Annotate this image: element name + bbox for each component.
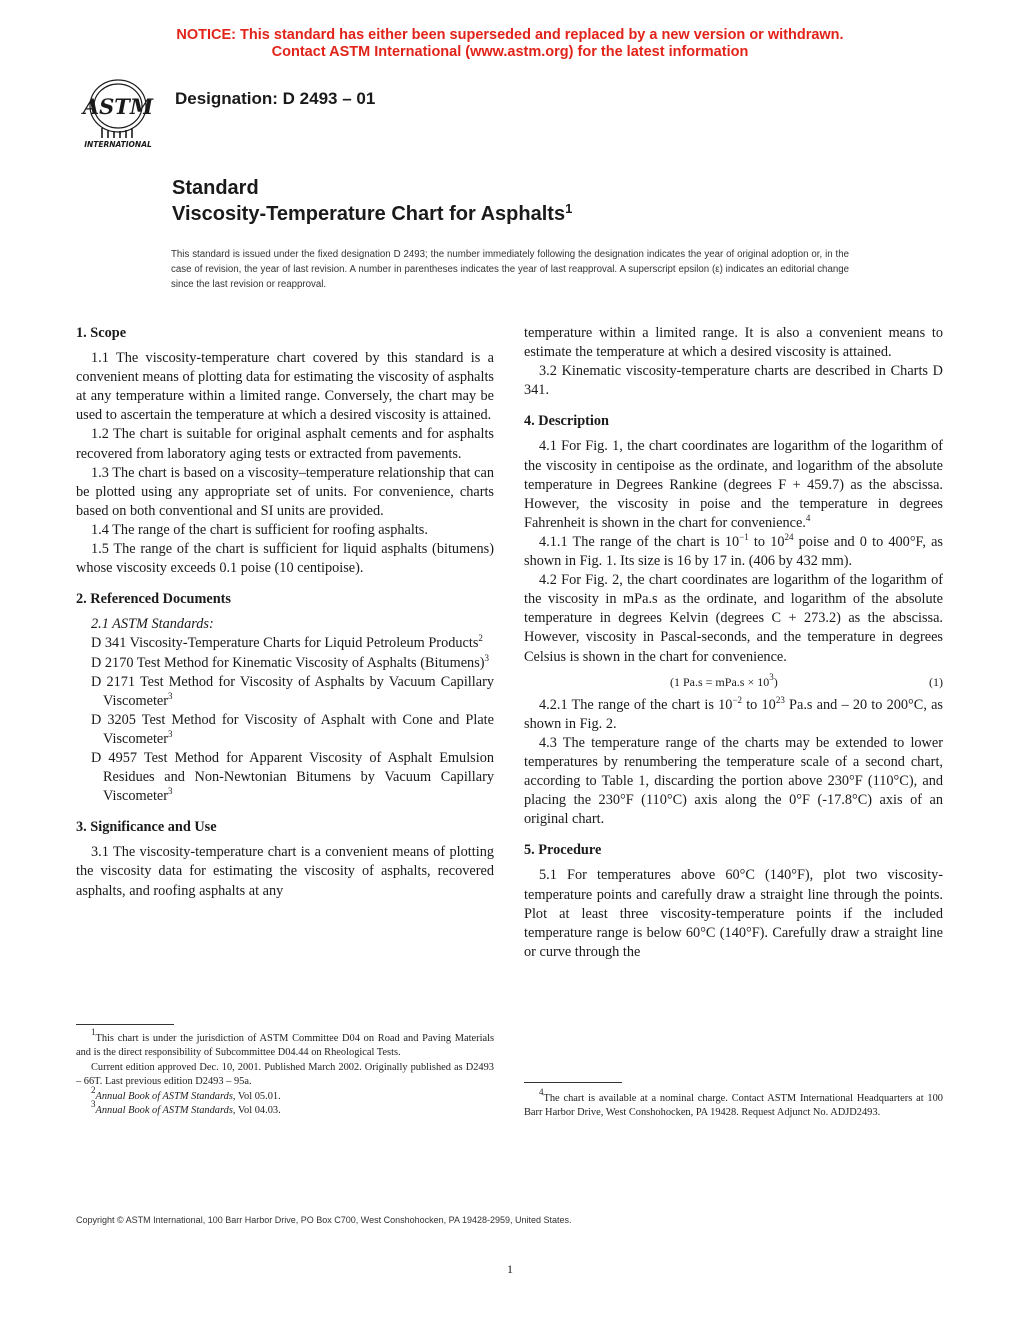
paragraph-1-1: 1.1 The viscosity-temperature chart covered by this standard is a convenient means of plotting data for estimating the viscosity of asphalts at any temperature within a limited range. Conversely, the chart may be used to ascertain the temperature at which a desired viscosity is attained. (76, 350, 494, 424)
paragraph-3-1a: 3.1 The viscosity-temperature chart is a convenient means of plotting the viscosity data for estimating the viscosity of asphalts, recovered asphalts, and roofing asphalts at any (76, 844, 494, 899)
footnote-text: The chart is available at a nominal charge. Contact ASTM International Headquarters at 100 Barr Harbor Drive, West Conshohocken, PA 19428. Request Adjunct No. ADJD2493. (524, 1093, 943, 1119)
left-column (76, 324, 494, 901)
section-heading-description: 4. Description (524, 413, 609, 430)
paragraph-3-2: 3.2 Kinematic viscosity-temperature charts are described in Charts D 341. (524, 363, 943, 399)
equation-text: (1 Pa.s = mPa.s × 10 (670, 674, 770, 689)
reference-sup: 3 (168, 786, 173, 797)
paragraph-1-2: 1.2 The chart is suitable for original asphalt cements and for asphalts recovered from laboratory aging tests or extracted from pavements. (76, 426, 494, 462)
equation-1 (524, 673, 943, 692)
footnotes-left (76, 1027, 494, 1118)
reference-text: D 2170 Test Method for Kinematic Viscosity of Asphalts (Bitumens) (91, 654, 485, 671)
reference-sup: 3 (168, 690, 173, 701)
reference-d3205 (76, 711, 494, 749)
reference-sup: 3 (168, 728, 173, 739)
right-column (524, 324, 943, 962)
footnote-text: Annual Book of ASTM Standards (95, 1090, 233, 1102)
reference-text: D 4957 Test Method for Apparent Viscosity of Asphalt Emulsion Residues and Non-Newtonian Bitumens by Vacuum Capillary Viscometer (91, 749, 494, 805)
astm-logo-icon (76, 76, 160, 150)
title-line-2 (172, 201, 572, 227)
logo-subtitle: INTERNATIONAL (84, 140, 152, 149)
title-footnote-mark: 1 (565, 201, 573, 216)
footnote-rule-right (524, 1082, 622, 1083)
paragraph-1-4: 1.4 The range of the chart is sufficient for roofing asphalts. (91, 521, 428, 538)
exponent: 23 (775, 694, 785, 705)
title-text: Viscosity-Temperature Chart for Asphalts (172, 203, 566, 225)
footnote-3 (76, 1099, 494, 1118)
reference-d341 (76, 634, 494, 653)
withdrawal-notice (0, 27, 1020, 61)
reference-text: D 3205 Test Method for Viscosity of Asphalt with Cone and Plate Viscometer (91, 711, 494, 747)
page-number: 1 (507, 1262, 513, 1276)
footnote-ref: 4 (805, 512, 811, 523)
logo-letters: ASTM (82, 94, 154, 119)
designation: Designation: D 2493 – 01 (175, 89, 376, 108)
paragraph-4-2: 4.2 For Fig. 2, the chart coordinates are logarithm of the logarithm of the viscosity in mPa.s as the ordinate, and logarithm of the absolute temperature in degrees Kelvin (degrees C + 273.2) as the abscissa. However, viscosity in Pascal-seconds, and the temperature in degrees Celsius is shown in the chart for convenience. (524, 572, 943, 665)
paragraph-1-3: 1.3 The chart is based on a viscosity–temperature relationship that can be plotted using any appropriate set of units. For convenience, charts based on both conventional and SI units are provided. (76, 464, 494, 519)
footnote-4 (524, 1087, 943, 1121)
paragraph-3-1b: temperature within a limited range. It is also a convenient means to estimate the temperature at which a desired viscosity is attained. (524, 325, 943, 361)
reference-d4957 (76, 749, 494, 806)
paragraph-4-1-1 (524, 533, 943, 571)
reference-text: D 341 Viscosity-Temperature Charts for Liquid Petroleum Products (91, 635, 479, 652)
footnote-volume: , Vol 05.01. (232, 1090, 281, 1102)
notice-line-2: Contact ASTM International (www.astm.org) for the latest information (271, 44, 749, 60)
paragraph-text: to 10 (748, 533, 785, 550)
reference-d2171 (76, 673, 494, 711)
footnote-1 (76, 1027, 494, 1061)
paragraph-4-2-1 (524, 696, 943, 734)
exponent: −1 (739, 531, 749, 542)
copyright-line: Copyright © ASTM International, 100 Barr Harbor Drive, PO Box C700, West Conshohocken, PA 19428-2959, United States. (76, 1215, 572, 1225)
document-title (172, 175, 572, 227)
paragraph-text: 4.2.1 The range of the chart is 10 (539, 696, 733, 713)
equation-number: (1) (929, 674, 943, 689)
paragraph-text: to 10 (742, 696, 776, 713)
footnote-mark: 3 (91, 1099, 96, 1110)
issued-note: This standard is issued under the fixed designation D 2493; the number immediately following the designation indicates the year of original adoption or, in the case of revision, the year of last revision. A number in parentheses indicates the year of last reapproval. A superscript epsilon (ε) indicates an editorial change since the last revision or reapproval. (171, 249, 849, 290)
reference-d2170 (76, 654, 494, 673)
footnote-text: This chart is under the jurisdiction of ASTM Committee D04 on Road and Paving Materials and is the direct responsibility of Subcommittee D04.44 on Rheological Tests. (76, 1033, 494, 1059)
exponent: 3 (769, 671, 774, 682)
section-heading-scope: 1. Scope (76, 325, 127, 341)
title-line-1: Standard (172, 177, 259, 199)
paragraph-5-1: 5.1 For temperatures above 60°C (140°F), plot two viscosity-temperature points and carefully draw a straight line through the points. Plot at least three viscosity-temperature points if the included temperature range is below 60°C (140°F). Carefully draw a straight line or curve through the (524, 867, 943, 960)
exponent: −2 (732, 694, 743, 705)
paragraph-4-3: 4.3 The temperature range of the charts may be extended to lower temperatures by renumbering the temperature scale of a second chart, according to Table 1, discarding the portion above 230°F (110°C), and placing the 230°F (110°C) axis along the 0°F (-17.8°C) axis of an original chart. (524, 734, 943, 828)
paragraph-text: 4.1 For Fig. 1, the chart coordinates are logarithm of the logarithm of the viscosity in centipoise as the ordinate, and logarithm of the absolute temperature in Degrees Rankine (degrees F + 459.7) as the abscissa. However, the viscosity in poise and the temperature in degrees Fahrenheit is shown in the chart for convenience. (524, 438, 943, 531)
section-heading-refs: 2. Referenced Documents (76, 591, 231, 608)
equation-text: ) (773, 674, 778, 689)
section-heading-significance: 3. Significance and Use (76, 819, 217, 836)
paragraph-1-5: 1.5 The range of the chart is sufficient for liquid asphalts (bitumens) whose viscosity exceeds 0.1 poise (10 centipoise). (76, 541, 494, 577)
footnote-mark: 4 (539, 1087, 544, 1097)
footnotes-right (524, 1087, 943, 1121)
reference-sup: 3 (484, 652, 490, 663)
exponent: 24 (784, 531, 794, 542)
footnote-1b: Current edition approved Dec. 10, 2001. Published March 2002. Originally published as D2493 – 66T. Last previous edition D2493 – 95a. (76, 1061, 494, 1088)
footnote-2 (76, 1084, 494, 1104)
equation-body (670, 673, 778, 692)
footnote-mark: 2 (91, 1084, 96, 1095)
footnote-rule-left (76, 1024, 174, 1025)
footnote-text: Annual Book of ASTM Standards (95, 1105, 233, 1117)
paragraph-4-1 (524, 437, 943, 532)
section-heading-procedure: 5. Procedure (524, 842, 602, 859)
paragraph-text: 4.1.1 The range of the chart is 10 (539, 533, 740, 550)
notice-line-1: NOTICE: This standard has either been superseded and replaced by a new version or withdrawn. (176, 27, 844, 43)
paragraph-text: Pa.s and – 20 to 200°C, as shown in Fig. 2. (524, 696, 943, 732)
footnote-volume: , Vol 04.03. (232, 1105, 281, 1117)
footnote-mark: 1 (91, 1027, 96, 1037)
paragraph-text: poise and 0 to 400°F, as shown in Fig. 1. Its size is 16 by 17 in. (406 by 432 mm). (524, 533, 943, 570)
reference-sup: 2 (478, 633, 483, 644)
refs-intro: 2.1 ASTM Standards: (91, 616, 214, 633)
reference-text: D 2171 Test Method for Viscosity of Asphalts by Vacuum Capillary Viscometer (91, 673, 494, 709)
